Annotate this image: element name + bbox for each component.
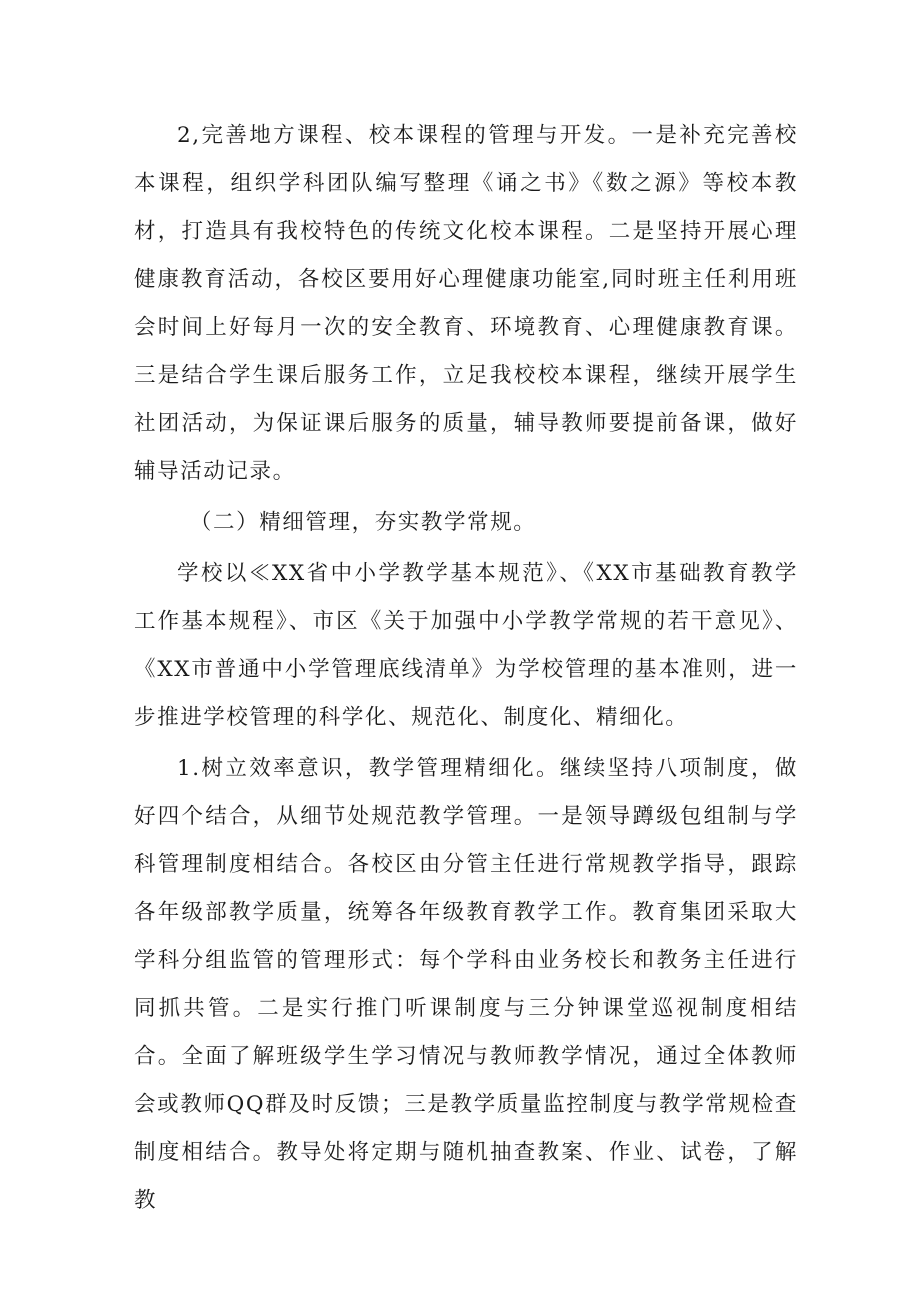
paragraph-curriculum-development: 2,完善地方课程、校本课程的管理与开发。一是补充完善校本课程，组织学科团队编写整理《诵之书》《数之源》等校本教材，打造具有我校特色的传统文化校本课程。二是坚持开展心理健康教育活动，各校区要用好心理健康功能室,同时班主任利用班会时间上好每月一次的安全教育、环境教育、心理健康教育课。三是结合学生课后服务工作，立足我校校本课程，继续开展学生社团活动，为保证课后服务的质量，辅导教师要提前备课，做好辅导活动记录。 <box>134 123 798 484</box>
document-body <box>134 112 798 1225</box>
paragraph-efficiency-awareness: 1.树立效率意识，教学管理精细化。继续坚持八项制度，做好四个结合，从细节处规范教学管理。一是领导蹲级包组制与学科管理制度相结合。各校区由分管主任进行常规教学指导，跟踪各年级部教学质量，统筹各年级教育教学工作。教育集团采取大学科分组监管的管理形式：每个学科由业务校长和教务主任进行同抓共管。二是实行推门听课制度与三分钟课堂巡视制度相结合。全面了解班级学生学习情况与教师教学情况，通过全体教师会或教师QQ群及时反馈；三是教学质量监控制度与教学常规检查制度相结合。教导处将定期与随机抽查教案、作业、试卷，了解教 <box>134 756 798 1213</box>
paragraph-management-norms: 学校以≪XX省中小学教学基本规范》、《XX市基础教育教学工作基本规程》、市区《关于加强中小学教学常规的若干意见》、《XX市普通中小学管理底线清单》为学校管理的基本准则，进一步推进学校管理的科学化、规范化、制度化、精细化。 <box>134 561 798 730</box>
section-heading-refined-management: （二）精细管理，夯实教学常规。 <box>189 510 537 535</box>
